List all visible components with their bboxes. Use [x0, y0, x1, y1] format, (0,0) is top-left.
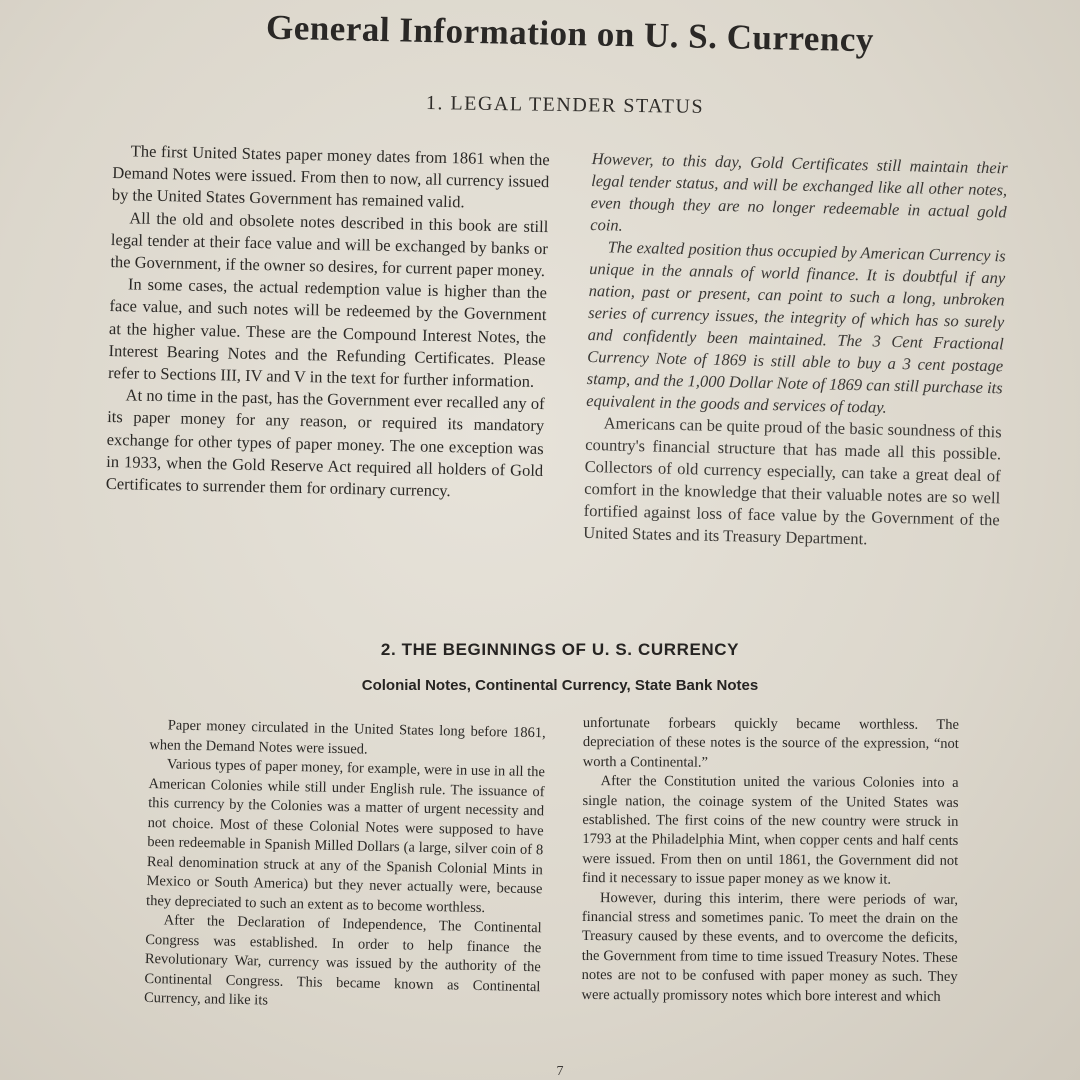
paragraph: Various types of paper money, for example, were in use in all the American Colonies while still under English rule. The issuance of this currency by the Colonies was a matter of urgent necessity and not choice. Most of these Colonial Notes were supposed to have been redeemable in Spanish Milled Dollars (a large, silver coin of 8 Real denomination struck at any of the Spanish Colonial Mints in Mexico or South America) but they never actually were, because they depreciated to such an extent as to become worthless. [145, 756, 546, 916]
section-2-heading: 2. THE BEGINNINGS OF U. S. CURRENCY [380, 640, 740, 659]
section-1-heading: 1. LEGAL TENDER STATUS [425, 92, 705, 118]
section-2-column-left [144, 716, 546, 1017]
paragraph-text: The exalted position thus occupied by American Currency is unique in the annals of world finance. It is doubtful if any nation, past or present, can point to such a long, unbroken series of currency issues, the integrity of which has so surely and confidently been maintained. The 3 Cent Fractional Currency Note of 1869 is still able to buy a 3 cent postage stamp, and the 1,000 Dollar Note of 1869 can still purchase its equivalent in the goods and services of today. [586, 237, 1006, 417]
page-number: 7 [556, 1064, 564, 1079]
paragraph: After the Declaration of Independence, The Continental Congress was established. In order to help finance the Revolutionary War, currency was issued by the authority of the Continental Congress. This became known as Continental Currency, and like its [143, 912, 542, 1009]
paragraph: After the Constitution united the various Colonies into a single nation, the coinage system of the United States was established. The first coins of the new country were struck in 1793 at the Philadelphia Mint, when copper cents and half cents were issued. From then on until 1861, the Government did not find it necessary to issue paper money as we know it. [582, 773, 959, 888]
section-1-column-left [106, 140, 550, 504]
paragraph: Americans can be quite proud of the basic soundness of this country's financial structure that has made all this possible. Collectors of old currency especially, can take a great deal of comfort in the knowledge that their valuable notes are so well fortified against loss of face value by the Government of the United States and its Treasury Department. [583, 413, 1002, 549]
paragraph [590, 148, 1008, 245]
paragraph: However, during this interim, there were periods of war, financial stress and sometimes panic. To meet the drain on the Treasury caused by these events, and to overcome the deficits, the Government from time to time issued Treasury Notes. These notes are not to be confused with paper money as such. They were actually promissory notes which bore interest and which [581, 889, 959, 1005]
paragraph: unfortunate forbears quickly became worthless. The depreciation of these notes is the source of the expression, “not worth a Continental.” [582, 715, 959, 771]
section-2-column-right [581, 714, 959, 1007]
page-title: General Information on U. S. Currency [265, 7, 875, 60]
paragraph: At no time in the past, has the Government ever recalled any of its paper money for any reason, or required its mandatory exchange for other types of paper money. The one exception was in 1933, when the Gold Reserve Act required all holders of Gold Certificates to surrender them for ordinary currency. [105, 385, 545, 501]
paragraph: In some cases, the actual redemption value is higher than the face value, and such notes will be redeemed by the Government at the higher value. These are the Compound Interest Notes, the Interest Bearing Notes and the Refunding Certificates. Please refer to Sections III, IV and V in the text for further information. [107, 274, 548, 391]
paragraph: Paper money circulated in the United States long before 1861, when the Demand Notes were issued. [149, 717, 546, 758]
paragraph: The first United States paper money dates from 1861 when the Demand Notes were issued. From then to now, all currency issued by the United States Government has remained valid. [111, 141, 550, 212]
paragraph: All the old and obsolete notes described in this book are still legal tender at their face value and will be exchanged by banks or the Government, if the owner so desires, for current paper money. [110, 207, 549, 281]
paragraph [586, 236, 1006, 421]
paragraph-text: However, to this day, Gold Certificates still maintain their legal tender status, and will be exchanged like all other notes, even though they are no longer redeemable in actual gold coin. [590, 148, 1008, 235]
section-2-subheading: Colonial Notes, Continental Currency, State Bank Notes [361, 677, 759, 694]
section-1-column-right [583, 148, 1008, 553]
